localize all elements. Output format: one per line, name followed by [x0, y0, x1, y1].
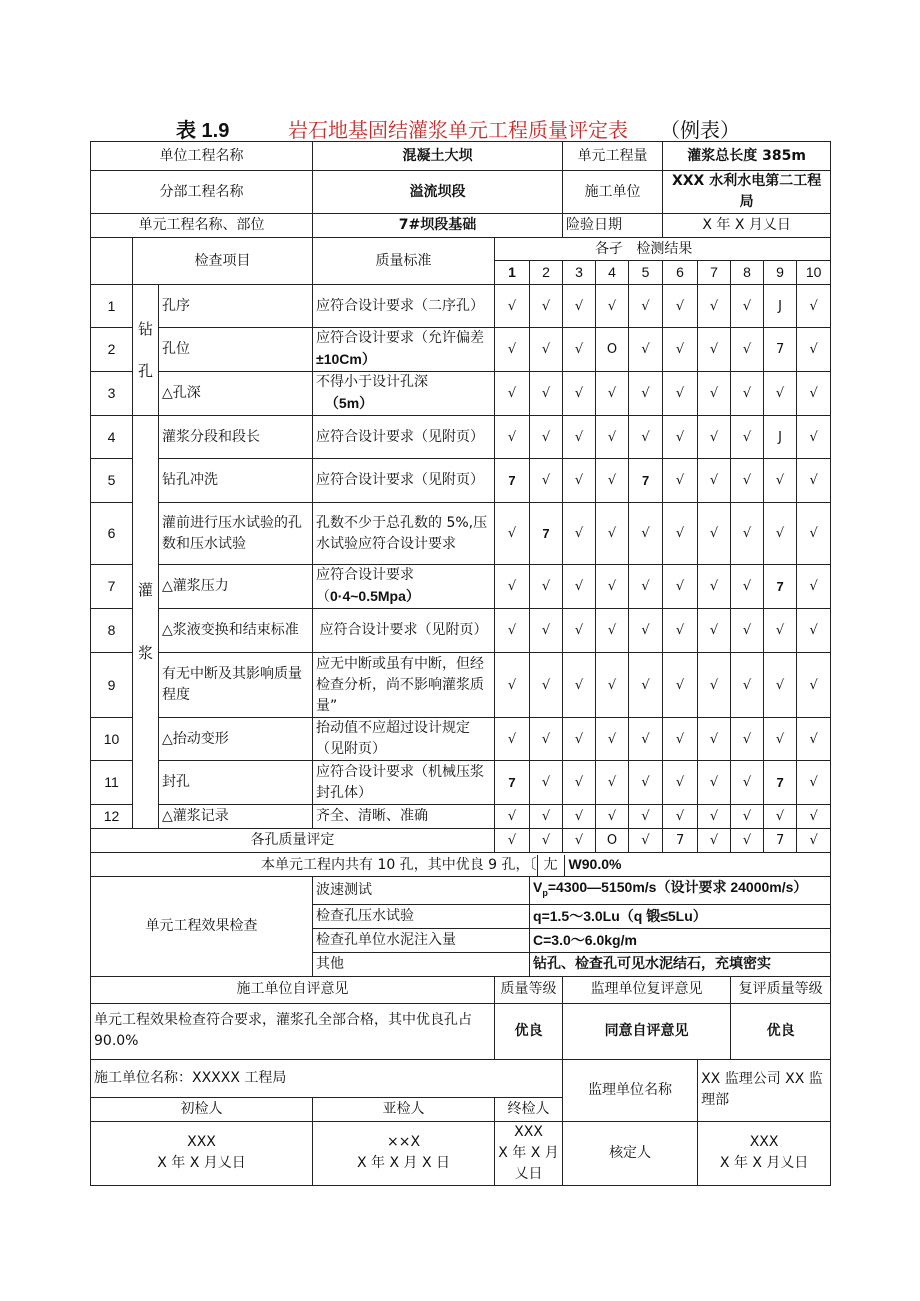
check-mark: √ [764, 459, 797, 503]
check-mark: √ [698, 328, 731, 372]
check-mark: √ [731, 285, 764, 328]
check-mark: √ [629, 565, 663, 609]
check-mark: √ [629, 761, 663, 805]
check-mark: √ [596, 609, 629, 653]
check-mark: 7 [495, 459, 530, 503]
check-mark: √ [698, 805, 731, 829]
item-name: 孔位 [159, 328, 313, 372]
drill-group-a: 钻 [137, 319, 153, 338]
summary-row [91, 853, 831, 877]
hole-col-1: 1 [495, 261, 530, 285]
verifier-name: XXX [749, 1134, 779, 1151]
check-mark: √ [797, 609, 831, 653]
verifier-label: 核定人 [563, 1121, 698, 1185]
check-mark: √ [530, 372, 563, 416]
verifier-sign [698, 1121, 831, 1185]
self-grade: 优良 [495, 1003, 563, 1059]
item-name: △浆液变换和结束标准 [159, 609, 313, 653]
check-mark: √ [596, 718, 629, 761]
quality-mark: 7 [764, 829, 797, 853]
contractor-label: 施工单位 [563, 171, 663, 214]
check-mark: √ [596, 459, 629, 503]
check-mark: √ [797, 761, 831, 805]
item-name: 孔序 [159, 285, 313, 328]
check-mark: √ [530, 416, 563, 459]
quality-mark: O [596, 829, 629, 853]
first-inspector-label: 初检人 [91, 1097, 313, 1121]
check-mark: √ [495, 503, 530, 565]
check-mark: √ [764, 718, 797, 761]
check-mark: √ [495, 565, 530, 609]
drill-group-label [133, 285, 159, 416]
effect-value-b: =4300—5150m/s（设计要求 24000m/s） [547, 879, 808, 895]
check-mark: √ [731, 565, 764, 609]
check-mark: √ [596, 285, 629, 328]
check-mark: 7 [764, 565, 797, 609]
check-mark: √ [530, 805, 563, 829]
check-mark: √ [495, 805, 530, 829]
row-number: 3 [91, 372, 133, 416]
check-mark: √ [764, 372, 797, 416]
final-inspector-date: X 年 X 月乂日 [498, 1144, 559, 1182]
check-mark: √ [731, 609, 764, 653]
quality-mark: √ [563, 829, 596, 853]
standard-text-a: 应符合设计要求（ [316, 567, 415, 605]
check-mark: √ [797, 503, 831, 565]
row-number: 7 [91, 565, 133, 609]
effect-value-a: V [533, 879, 543, 895]
standard-text: 孔数不少于总孔数的 5%,压水试验应符合设计要求 [313, 503, 495, 565]
final-inspector-label: 终检人 [495, 1097, 563, 1121]
item-name: △灌浆压力 [159, 565, 313, 609]
check-mark: √ [530, 328, 563, 372]
item-name: 钻孔冲洗 [159, 459, 313, 503]
check-mark: √ [663, 761, 698, 805]
supervisor-value: XX 监理公司 XX 监理部 [698, 1059, 831, 1121]
standard-text: 应无中断或虽有中断，但经检查分析，尚不影响灌浆质量” [313, 653, 495, 718]
check-mark: √ [764, 653, 797, 718]
effect-item-value: C=3.0～6.0kg/m [530, 928, 831, 952]
check-mark: √ [764, 609, 797, 653]
check-mark: √ [797, 805, 831, 829]
hole-col-9: 9 [764, 261, 797, 285]
supervisor-eval-label: 监理单位复评意见 [563, 976, 731, 1003]
check-mark: √ [731, 416, 764, 459]
standard-text [313, 372, 495, 416]
check-mark: √ [698, 761, 731, 805]
row-number: 1 [91, 285, 133, 328]
standard-text-b: （5m） [324, 395, 374, 411]
check-mark: √ [663, 805, 698, 829]
check-mark: √ [530, 609, 563, 653]
check-mark: √ [495, 328, 530, 372]
contractor-name: 施工单位名称：XXXXX 工程局 [91, 1059, 563, 1097]
standard-text-b: 0·4~0.5Mpa） [330, 588, 420, 604]
row-number: 4 [91, 416, 133, 459]
effect-item-name: 检查孔压水试验 [313, 904, 530, 928]
row-number: 11 [91, 761, 133, 805]
item-name: △抬动变形 [159, 718, 313, 761]
drill-group-b: 孔 [137, 361, 153, 380]
check-mark: √ [698, 565, 731, 609]
check-mark: √ [731, 805, 764, 829]
check-mark: √ [629, 285, 663, 328]
check-mark: √ [629, 805, 663, 829]
item-name: △灌浆记录 [159, 805, 313, 829]
item-name: 灌浆分段和段长 [159, 416, 313, 459]
standard-text: 抬动值不应超过设计规定（见附页） [313, 718, 495, 761]
effect-item-value: q=1.5～3.0Lu（q 锻≤5Lu） [530, 904, 831, 928]
supervisor-grade-label: 复评质量等级 [731, 976, 831, 1003]
standard-text: 应符合设计要求（二序孔） [313, 285, 495, 328]
check-mark: √ [698, 416, 731, 459]
results-header-a: 各孑 [595, 240, 624, 257]
check-mark: √ [563, 328, 596, 372]
quality-mark: 7 [663, 829, 698, 853]
row-number: 10 [91, 718, 133, 761]
quality-mark: √ [530, 829, 563, 853]
grout-group-b: 浆 [137, 644, 153, 662]
check-mark: √ [663, 372, 698, 416]
check-mark: √ [731, 372, 764, 416]
results-header-b: 检测结果 [636, 240, 693, 257]
check-mark: √ [663, 718, 698, 761]
second-inspector-name: ××X [386, 1134, 421, 1151]
check-mark: √ [495, 372, 530, 416]
supervisor-grade: 优良 [731, 1003, 831, 1059]
check-mark: √ [629, 609, 663, 653]
check-mark: √ [530, 761, 563, 805]
check-mark: √ [530, 285, 563, 328]
check-mark: √ [563, 718, 596, 761]
check-mark: √ [629, 328, 663, 372]
summary-rate: W90.0% [568, 855, 622, 872]
quality-mark: √ [629, 829, 663, 853]
hole-col-4: 4 [596, 261, 629, 285]
check-mark: √ [731, 459, 764, 503]
check-mark: √ [731, 503, 764, 565]
check-mark: √ [797, 459, 831, 503]
check-mark: √ [797, 285, 831, 328]
hole-col-10: 10 [797, 261, 831, 285]
check-mark: √ [629, 718, 663, 761]
item-name: 有无中断及其影响质量程度 [159, 653, 313, 718]
check-mark: √ [731, 328, 764, 372]
quality-mark: √ [731, 829, 764, 853]
verifier-date: X 年 X 月乂日 [719, 1155, 809, 1172]
unit-project-label: 单位工程名称 [91, 142, 313, 171]
check-mark: 7 [764, 328, 797, 372]
row-number: 12 [91, 805, 133, 829]
first-inspector-name: XXX [187, 1134, 216, 1151]
check-mark: √ [731, 718, 764, 761]
check-mark: √ [596, 565, 629, 609]
element-label: 单元工程名称、部位 [91, 214, 313, 238]
effect-value-sub: p [542, 887, 548, 898]
check-mark: √ [797, 718, 831, 761]
row-number: 9 [91, 653, 133, 718]
hole-col-8: 8 [731, 261, 764, 285]
check-mark: √ [596, 503, 629, 565]
check-mark: √ [698, 609, 731, 653]
grout-group-label [133, 416, 159, 829]
standard-text-b: ±10Cm） [316, 351, 376, 367]
title-suffix: （例表） [660, 118, 740, 142]
second-inspector-sign [313, 1121, 495, 1185]
check-mark: √ [495, 718, 530, 761]
check-mark: √ [663, 416, 698, 459]
check-mark: √ [698, 718, 731, 761]
standard-text [313, 565, 495, 609]
check-mark: √ [563, 761, 596, 805]
check-mark: √ [629, 416, 663, 459]
hole-quality-label: 各孔质量评定 [91, 829, 495, 853]
check-mark: √ [563, 372, 596, 416]
check-mark: √ [663, 503, 698, 565]
standard-text: 应符合设计要求（见附页） [313, 609, 495, 653]
check-mark: √ [663, 459, 698, 503]
check-mark: √ [698, 372, 731, 416]
check-mark: √ [495, 653, 530, 718]
check-mark: √ [663, 609, 698, 653]
check-mark: √ [663, 565, 698, 609]
effect-label: 单元工程效果检查 [91, 877, 313, 977]
check-mark: J [764, 416, 797, 459]
summary-text: 本单元工程内共有 10 孔，其中优良 9 孔，〔 [261, 856, 537, 873]
unit-project-value: 混凝土大坝 [313, 142, 563, 171]
check-mark: √ [563, 459, 596, 503]
grout-group-a: 灌 [137, 581, 153, 599]
quality-mark: √ [698, 829, 731, 853]
standard-text-a: 应符合设计要求（允许偏差 [316, 330, 485, 346]
quantity-value: 灌浆总长度 385m [663, 142, 831, 171]
check-mark: √ [797, 653, 831, 718]
grade-label: 质量等级 [495, 976, 563, 1003]
check-mark: √ [596, 761, 629, 805]
check-mark: √ [596, 805, 629, 829]
quality-mark: √ [495, 829, 530, 853]
effect-item-value: 钻孔、检查孔可见水泥结石，充填密实 [530, 952, 831, 976]
row-number: 8 [91, 609, 133, 653]
hole-col-3: 3 [563, 261, 596, 285]
check-mark: √ [629, 653, 663, 718]
standard-text-a: 不得小于设计孔深 [316, 374, 429, 390]
quality-mark: √ [797, 829, 831, 853]
check-mark: √ [663, 328, 698, 372]
check-mark: √ [629, 503, 663, 565]
row-number: 2 [91, 328, 133, 372]
check-mark: √ [764, 503, 797, 565]
check-mark: √ [663, 285, 698, 328]
check-mark: √ [797, 565, 831, 609]
self-eval-label: 施工单位自评意见 [91, 976, 495, 1003]
item-name: 灌前进行压水试验的孔数和压水试验 [159, 503, 313, 565]
inspection-date-label: 险验日期 [563, 214, 663, 238]
supervisor-eval-text: 同意自评意见 [563, 1003, 731, 1059]
hole-col-2: 2 [530, 261, 563, 285]
page-title [0, 112, 920, 144]
check-mark: 7 [764, 761, 797, 805]
first-inspector-date: X 年 X 月乂日 [157, 1155, 246, 1172]
check-mark: √ [663, 653, 698, 718]
check-mark: √ [563, 416, 596, 459]
final-inspector-name: XXX [514, 1123, 543, 1140]
check-mark: √ [495, 285, 530, 328]
second-inspector-date: X 年 X 月 X 日 [357, 1155, 451, 1172]
contractor-value: XXX 水利水电第二工程局 [663, 171, 831, 214]
division-label: 分部工程名称 [91, 171, 313, 214]
supervisor-label: 监理单位名称 [563, 1059, 698, 1121]
element-value: 7#坝段基础 [313, 214, 563, 238]
quantity-label: 单元工程量 [563, 142, 663, 171]
item-name: △孔深 [159, 372, 313, 416]
check-mark: √ [797, 372, 831, 416]
row-number: 5 [91, 459, 133, 503]
check-mark: √ [530, 565, 563, 609]
check-mark: √ [797, 328, 831, 372]
check-mark: √ [563, 503, 596, 565]
blank-header [91, 238, 133, 285]
check-mark: √ [563, 609, 596, 653]
effect-item-name: 其他 [313, 952, 530, 976]
hole-col-6: 6 [663, 261, 698, 285]
hole-col-7: 7 [698, 261, 731, 285]
check-mark: √ [596, 653, 629, 718]
inspection-date-value: X 年 X 月乂日 [663, 214, 831, 238]
standard-text [313, 328, 495, 372]
self-eval-text: 单元工程效果检查符合要求，灌浆孔全部合格，其中优良孔占 90.0% [91, 1003, 495, 1059]
quality-assessment-table [90, 141, 831, 1186]
effect-item-name: 波速测试 [313, 877, 530, 905]
division-value: 溢流坝段 [313, 171, 563, 214]
check-mark: √ [530, 459, 563, 503]
check-mark: √ [698, 285, 731, 328]
check-mark: J [764, 285, 797, 328]
check-mark: √ [563, 565, 596, 609]
check-mark: √ [629, 372, 663, 416]
check-mark: 7 [495, 761, 530, 805]
results-header [495, 238, 831, 261]
item-name: 封孔 [159, 761, 313, 805]
check-mark: √ [530, 653, 563, 718]
check-mark: √ [797, 416, 831, 459]
hole-col-5: 5 [629, 261, 663, 285]
check-mark: √ [596, 372, 629, 416]
effect-item-value [530, 877, 831, 905]
summary-mark: 尢 [537, 855, 565, 876]
check-mark: √ [563, 805, 596, 829]
check-mark: √ [764, 805, 797, 829]
check-mark: √ [731, 761, 764, 805]
check-mark: √ [698, 653, 731, 718]
row-number: 6 [91, 503, 133, 565]
check-mark: √ [596, 416, 629, 459]
standard-text: 齐全、清晰、准确 [313, 805, 495, 829]
effect-item-name: 检查孔单位水泥注入量 [313, 928, 530, 952]
standard-text: 应符合设计要求（见附页） [313, 416, 495, 459]
check-mark: √ [731, 653, 764, 718]
check-mark: √ [495, 609, 530, 653]
check-mark: √ [563, 653, 596, 718]
check-mark: √ [495, 416, 530, 459]
second-inspector-label: 亚检人 [313, 1097, 495, 1121]
standard-text: 应符合设计要求（机械压浆封孔体） [313, 761, 495, 805]
check-mark: 7 [530, 503, 563, 565]
check-mark: O [596, 328, 629, 372]
check-mark: √ [530, 718, 563, 761]
table-number: 表 1.9 [176, 120, 230, 142]
check-mark: √ [563, 285, 596, 328]
standard-text: 应符合设计要求（见附页） [313, 459, 495, 503]
check-mark: √ [698, 459, 731, 503]
check-mark: √ [698, 503, 731, 565]
check-mark: 7 [629, 459, 663, 503]
title-main: 岩石地基固结灌浆单元工程质量评定表 [288, 118, 628, 142]
final-inspector-sign [495, 1121, 563, 1185]
item-header: 检查项目 [133, 238, 313, 285]
standard-header: 质量标准 [313, 238, 495, 285]
first-inspector-sign [91, 1121, 313, 1185]
